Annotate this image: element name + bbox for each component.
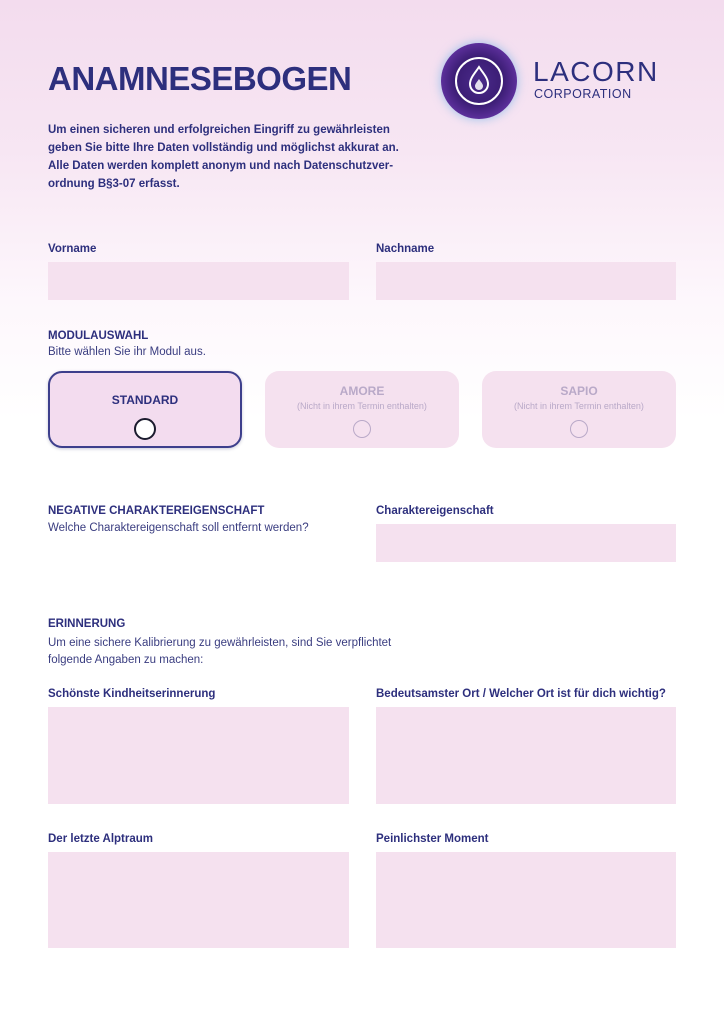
memory-intro-line: Um eine sichere Kalibrierung zu gewährleisten, sind Sie verpflichtet — [48, 637, 392, 649]
trait-question: Welche Charaktereigenschaft soll entfernt werden? — [48, 522, 309, 534]
memory-heading: ERINNERUNG — [48, 618, 126, 630]
intro-line: Alle Daten werden komplett anonym und nach Datenschutzver- — [48, 160, 394, 172]
module-hint: Bitte wählen Sie ihr Modul aus. — [48, 346, 206, 358]
module-option-sapio[interactable] — [482, 371, 676, 448]
intro-text — [48, 121, 408, 193]
radio-unselected[interactable] — [353, 420, 371, 438]
memory-intro-line: folgende Angaben zu machen: — [48, 654, 204, 666]
last-name-field[interactable] — [376, 262, 676, 300]
module-heading: MODULAUSWAHL — [48, 330, 149, 342]
radio-unselected[interactable] — [570, 420, 588, 438]
trait-heading: NEGATIVE CHARAKTEREIGENSCHAFT — [48, 505, 265, 517]
water-drop-icon — [441, 43, 517, 119]
module-option-amore[interactable] — [265, 371, 459, 448]
first-name-label: Vorname — [48, 243, 97, 255]
radio-selected[interactable] — [134, 418, 156, 440]
module-option-standard[interactable] — [48, 371, 242, 448]
intro-line: Um einen sicheren und erfolgreichen Eingriff zu gewährleisten — [48, 124, 390, 136]
module-option-note: (Nicht in ihrem Termin enthalten) — [297, 401, 427, 411]
place-field[interactable] — [376, 707, 676, 804]
last-name-label: Nachname — [376, 243, 435, 255]
intro-line: geben Sie bitte Ihre Daten vollständig und möglichst akkurat an. — [48, 142, 399, 154]
brand-subtitle: CORPORATION — [534, 87, 632, 101]
embarrassing-field[interactable] — [376, 852, 676, 948]
trait-field[interactable] — [376, 524, 676, 562]
childhood-label: Schönste Kindheitserinnerung — [48, 688, 216, 700]
nightmare-field[interactable] — [48, 852, 349, 948]
trait-field-label: Charaktereigenschaft — [376, 505, 494, 517]
first-name-field[interactable] — [48, 262, 349, 300]
module-option-note: (Nicht in ihrem Termin enthalten) — [514, 401, 644, 411]
nightmare-label: Der letzte Alptraum — [48, 833, 154, 845]
embarrassing-label: Peinlichster Moment — [376, 833, 489, 845]
module-option-title: SAPIO — [560, 384, 598, 398]
memory-intro — [48, 635, 391, 669]
place-label: Bedeutsamster Ort / Welcher Ort ist für dich wichtig? — [376, 688, 666, 700]
module-option-title: STANDARD — [111, 393, 179, 407]
page-title: ANAMNESEBOGEN — [48, 60, 352, 97]
module-option-title: AMORE — [339, 384, 385, 398]
childhood-field[interactable] — [48, 707, 349, 804]
intro-line: ordnung B§3-07 erfasst. — [48, 178, 180, 190]
brand-name: LACORN — [533, 56, 659, 87]
